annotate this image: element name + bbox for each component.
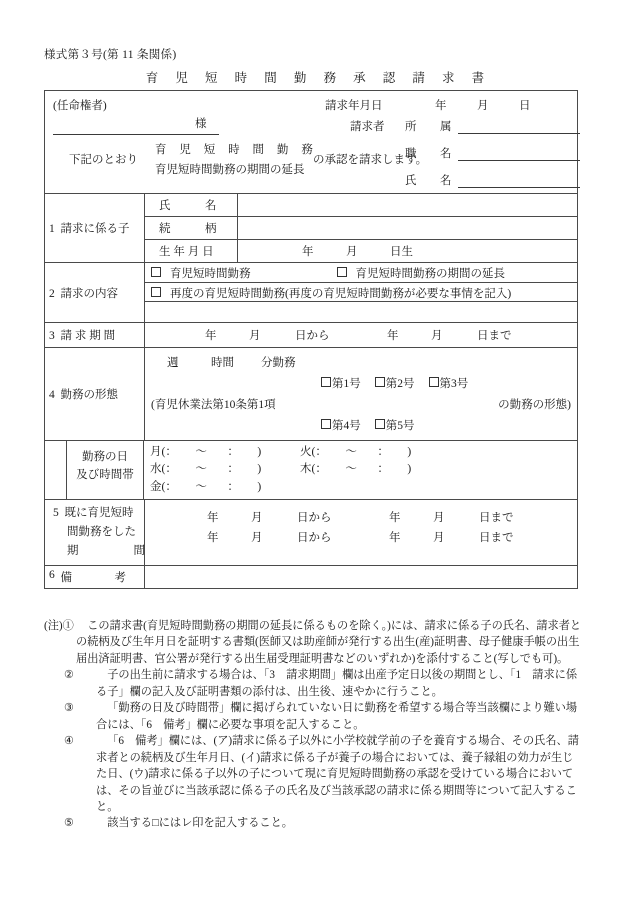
note-text-1: この請求書(育児短時間勤務の期間の延長に係るものを除く。)には、請求に係る子の氏名、請求者との続柄及び生年月日を証明する書類(医師又は助産師が発行する出生(産)証明書、母子健康手帳の出生届出済証明書、官公署が発行する出生届受理証明書などのいずれか)を添付すること(写しでも可)。 bbox=[76, 620, 582, 665]
section-2-line-1 bbox=[145, 263, 577, 282]
work-day-wednesday-close: ) bbox=[257, 463, 262, 476]
past-period-1-to-year: 年 bbox=[389, 511, 401, 524]
header-block-row bbox=[45, 91, 577, 193]
section-4-number: 4 bbox=[49, 389, 55, 401]
checkbox-kind-2-label: 第2号 bbox=[385, 378, 415, 390]
note-marker-5: ⑤ bbox=[64, 817, 75, 830]
work-day-monday-colon2: ： bbox=[227, 446, 239, 458]
section-5-label-text bbox=[49, 500, 145, 565]
work-day-thursday-colon1: ： bbox=[315, 463, 327, 476]
work-days-head-line1: 勤務の日 bbox=[82, 451, 128, 463]
weekly-hours-line[interactable] bbox=[167, 354, 296, 370]
work-days-indent-spacer bbox=[45, 441, 67, 499]
note-item bbox=[44, 667, 584, 700]
work-day-friday-colon2: ： bbox=[227, 480, 239, 493]
section-1-label bbox=[45, 194, 145, 262]
work-day-monday-close: ) bbox=[257, 446, 262, 458]
work-day-wednesday[interactable] bbox=[150, 461, 300, 478]
section-3-title: 請 求 期 間 bbox=[60, 330, 116, 342]
section-1-body bbox=[145, 194, 577, 262]
work-day-friday-colon1: ： bbox=[165, 480, 177, 493]
child-dob-head: 生 年 月 日 bbox=[145, 240, 238, 262]
section-3-number: 3 bbox=[49, 330, 55, 342]
request-period-to-month: 月 bbox=[431, 330, 443, 342]
work-day-tuesday[interactable] bbox=[300, 444, 450, 461]
work-day-friday[interactable] bbox=[150, 479, 300, 496]
section-5-label bbox=[45, 500, 145, 565]
section-2-body bbox=[145, 263, 577, 322]
past-period-2-to-month: 月 bbox=[433, 532, 445, 545]
past-period-2-from-month: 月 bbox=[251, 532, 263, 545]
work-day-wednesday-colon1: ： bbox=[165, 463, 177, 476]
work-kind-group-1 bbox=[321, 375, 482, 391]
checkbox-again-label: 再度の育児短時間勤務(再度の育児短時間勤務が必要な事情を記入) bbox=[170, 288, 512, 300]
form-number: 様式第３号(第 11 条関係) bbox=[44, 49, 177, 61]
past-period-1-from-month: 月 bbox=[251, 511, 263, 524]
past-period-1-to-day: 日まで bbox=[479, 511, 514, 524]
child-relation-head: 続 柄 bbox=[145, 217, 238, 239]
work-days-row bbox=[45, 440, 577, 499]
section-6-title-b: 考 bbox=[114, 571, 126, 584]
request-date-month: 月 bbox=[477, 100, 490, 112]
position-field[interactable] bbox=[405, 145, 580, 161]
checkbox-kind-3[interactable] bbox=[429, 377, 439, 387]
note-item bbox=[44, 733, 584, 815]
work-day-monday-name: 月( bbox=[150, 446, 166, 458]
section-3-body[interactable] bbox=[145, 323, 577, 347]
section-5-number: 5 bbox=[53, 506, 59, 519]
form-table bbox=[44, 90, 578, 589]
document-title: 育 児 短 時 間 勤 務 承 認 請 求 書 bbox=[145, 71, 492, 85]
checkbox-kind-2[interactable] bbox=[375, 377, 385, 387]
section-6-row bbox=[45, 565, 577, 588]
affiliation-label: 所 属 bbox=[405, 121, 458, 133]
work-day-monday-tilde: ～ bbox=[195, 446, 207, 458]
section-2-row bbox=[45, 262, 577, 322]
checkbox-shorttime[interactable] bbox=[151, 267, 161, 277]
checkbox-kind-3-label: 第3号 bbox=[439, 378, 469, 390]
request-date-label: 請求年月日 bbox=[325, 100, 383, 112]
work-day-tuesday-name: 火( bbox=[300, 446, 316, 458]
sama-honorific: 様 bbox=[195, 118, 207, 130]
note-marker-1: (注)① bbox=[44, 620, 74, 632]
past-period-row-2[interactable] bbox=[207, 528, 577, 549]
option-shorttime-label: 育 児 短 時 間 勤 務 bbox=[155, 144, 318, 156]
note-text-3: 「勤務の日及び時間帯」欄に掲げられていない日に勤務を希望する場合等当該欄により難い場合には、「6 備考」欄に必要な事項を記入すること。 bbox=[96, 702, 578, 731]
work-day-thursday-colon2: ： bbox=[377, 463, 389, 476]
section-2-title: 請求の内容 bbox=[60, 287, 118, 300]
section-4-title: 勤務の形態 bbox=[60, 389, 118, 401]
work-day-tuesday-close: ) bbox=[407, 446, 412, 458]
note-item bbox=[44, 815, 584, 831]
request-period-to-year: 年 bbox=[387, 330, 399, 342]
section-5-body bbox=[145, 500, 577, 565]
child-dob-value[interactable] bbox=[238, 240, 577, 262]
work-day-friday-tilde: ～ bbox=[195, 480, 207, 493]
work-day-thursday-name: 木( bbox=[300, 463, 316, 476]
section-2-label bbox=[45, 263, 145, 322]
child-dob-year: 年 bbox=[302, 246, 314, 258]
work-day-friday-name: 金( bbox=[150, 480, 166, 493]
position-label: 職 名 bbox=[405, 148, 458, 160]
work-days-line-2 bbox=[150, 461, 577, 478]
as-below-label: 下記のとおり bbox=[69, 154, 138, 166]
note-text-5: 該当する□にはレ印を記入すること。 bbox=[107, 817, 293, 830]
child-dob-day: 日生 bbox=[390, 246, 413, 258]
child-name-row bbox=[145, 194, 577, 216]
work-days-line-1 bbox=[150, 444, 577, 461]
past-period-2-from-day: 日から bbox=[297, 532, 332, 545]
work-day-tuesday-tilde: ～ bbox=[345, 446, 357, 458]
section-5-title-line2: 間勤務をした bbox=[67, 525, 136, 538]
checkbox-extension[interactable] bbox=[337, 267, 347, 277]
notes-block bbox=[44, 618, 584, 832]
note-marker-4: ④ bbox=[64, 735, 75, 748]
section-2-free-text-area[interactable] bbox=[145, 301, 577, 322]
past-period-1-to-month: 月 bbox=[433, 511, 445, 524]
past-period-2-to-year: 年 bbox=[389, 532, 401, 545]
child-name-head: 氏 名 bbox=[145, 194, 238, 216]
work-day-thursday-close: ) bbox=[407, 463, 412, 476]
child-name-value[interactable] bbox=[238, 194, 577, 216]
request-period-from-month: 月 bbox=[249, 330, 261, 342]
note-item bbox=[44, 700, 584, 733]
work-form-suffix-label: の勤務の形態) bbox=[498, 399, 571, 411]
section-3-label bbox=[45, 323, 145, 347]
work-kind-group-2 bbox=[321, 417, 429, 433]
request-suffix-label: の承認を請求します。 bbox=[313, 154, 428, 166]
checkbox-again[interactable] bbox=[151, 287, 161, 297]
section-4-row bbox=[45, 347, 577, 440]
past-periods-list bbox=[145, 500, 577, 557]
work-day-friday-close: ) bbox=[257, 480, 262, 493]
request-period-from-day: 日から bbox=[295, 330, 330, 342]
checkbox-shorttime-label: 育児短時間勤務 bbox=[170, 268, 251, 280]
past-period-1-from-day: 日から bbox=[297, 511, 332, 524]
request-date-units[interactable] bbox=[435, 97, 561, 113]
weekly-minutes-unit: 分勤務 bbox=[261, 357, 296, 369]
note-text-4: 「6 備考」欄には、(ア)請求に係る子以外に小学校就学前の子を養育する場合、その氏名、請求者との続柄及び生年月日、(イ)請求に係る子が養子の場合においては、養子縁組の効力が生じた日、(ウ)請求に係る子以外の子について現に育児短時間勤務の承認を受けている場合においては、その旨並びに当該承認に係る子の氏名及び当該承認の請求に係る期間等について記入すること。 bbox=[96, 735, 579, 813]
header-block bbox=[45, 91, 577, 193]
affiliation-input-line[interactable] bbox=[458, 121, 580, 134]
name-field[interactable] bbox=[405, 172, 580, 188]
checkbox-kind-4[interactable] bbox=[321, 419, 331, 429]
name-label: 氏 名 bbox=[405, 175, 458, 187]
past-period-2-to-day: 日まで bbox=[479, 532, 514, 545]
request-date-day: 日 bbox=[519, 100, 532, 112]
affiliation-field[interactable] bbox=[405, 118, 580, 134]
appointer-label: (任命権者) bbox=[53, 100, 107, 112]
work-days-body bbox=[144, 441, 577, 499]
work-days-line-3 bbox=[150, 479, 577, 496]
past-period-1-from-year: 年 bbox=[207, 511, 219, 524]
work-day-monday[interactable] bbox=[150, 444, 300, 461]
section-5-title-line1: 既に育児短時 bbox=[64, 506, 134, 519]
child-dob-month: 月 bbox=[346, 246, 358, 258]
checkbox-kind-5-label: 第5号 bbox=[385, 420, 415, 432]
request-period-to-day: 日まで bbox=[477, 330, 512, 342]
section-6-label bbox=[45, 566, 145, 588]
law-reference-label: (育児休業法第10条第1項 bbox=[151, 399, 276, 411]
checkbox-kind-1-label: 第1号 bbox=[332, 378, 361, 390]
child-relation-value[interactable] bbox=[238, 217, 577, 239]
section-6-body[interactable] bbox=[145, 566, 577, 588]
work-day-thursday-tilde: ～ bbox=[345, 463, 357, 476]
note-text-2: 子の出生前に請求する場合は、「3 請求期間」欄は出産予定日以後の期間とし、「1 請求に係る子」欄の記入及び証明書類の添付は、出生後、速やかに行うこと。 bbox=[96, 669, 578, 698]
section-6-title-a: 備 bbox=[60, 571, 72, 584]
past-period-row-1[interactable] bbox=[207, 508, 577, 529]
option-extension-label: 育児短時間勤務の期間の延長 bbox=[155, 164, 305, 176]
section-2-number: 2 bbox=[49, 287, 55, 300]
position-input-line[interactable] bbox=[458, 148, 580, 161]
request-date-year: 年 bbox=[435, 100, 448, 112]
section-1-number: 1 bbox=[49, 223, 55, 235]
note-marker-2: ② bbox=[64, 669, 75, 682]
work-day-monday-colon1: ： bbox=[165, 446, 177, 458]
checkbox-extension-label: 育児短時間勤務の期間の延長 bbox=[355, 268, 505, 280]
note-marker-3: ③ bbox=[64, 702, 75, 715]
weekly-week-unit: 週 bbox=[167, 357, 179, 369]
work-day-tuesday-colon2: ： bbox=[377, 446, 389, 458]
checkbox-kind-5[interactable] bbox=[375, 419, 385, 429]
section-4-body bbox=[145, 348, 577, 440]
section-1-row bbox=[45, 193, 577, 262]
checkbox-kind-1[interactable] bbox=[321, 377, 331, 387]
section-1-title: 請求に係る子 bbox=[60, 223, 130, 235]
weekly-hours-unit: 時間 bbox=[211, 357, 234, 369]
section-2-line-2 bbox=[145, 282, 577, 301]
note-item bbox=[44, 618, 584, 667]
work-day-tuesday-colon1: ： bbox=[315, 446, 327, 458]
section-5-title-line3-a: 期 bbox=[67, 544, 79, 557]
child-relation-row bbox=[145, 216, 577, 239]
work-day-wednesday-name: 水( bbox=[150, 463, 166, 476]
work-day-wednesday-tilde: ～ bbox=[195, 463, 207, 476]
work-days-head bbox=[67, 441, 144, 499]
section-4-label bbox=[45, 348, 145, 440]
section-6-number: 6 bbox=[49, 568, 55, 581]
name-input-line[interactable] bbox=[458, 175, 580, 188]
work-day-wednesday-colon2: ： bbox=[227, 463, 239, 476]
section-5-title-line3-b: 間 bbox=[133, 544, 145, 557]
checkbox-kind-4-label: 第4号 bbox=[332, 420, 361, 432]
work-days-head-line2: 及び時間帯 bbox=[76, 468, 134, 481]
claimant-label: 請求者 bbox=[350, 121, 385, 133]
section-5-row bbox=[45, 499, 577, 565]
past-period-2-from-year: 年 bbox=[207, 532, 219, 545]
work-day-thursday[interactable] bbox=[300, 461, 450, 478]
section-3-row bbox=[45, 322, 577, 347]
child-dob-row bbox=[145, 239, 577, 262]
request-period-from-year: 年 bbox=[205, 330, 217, 342]
